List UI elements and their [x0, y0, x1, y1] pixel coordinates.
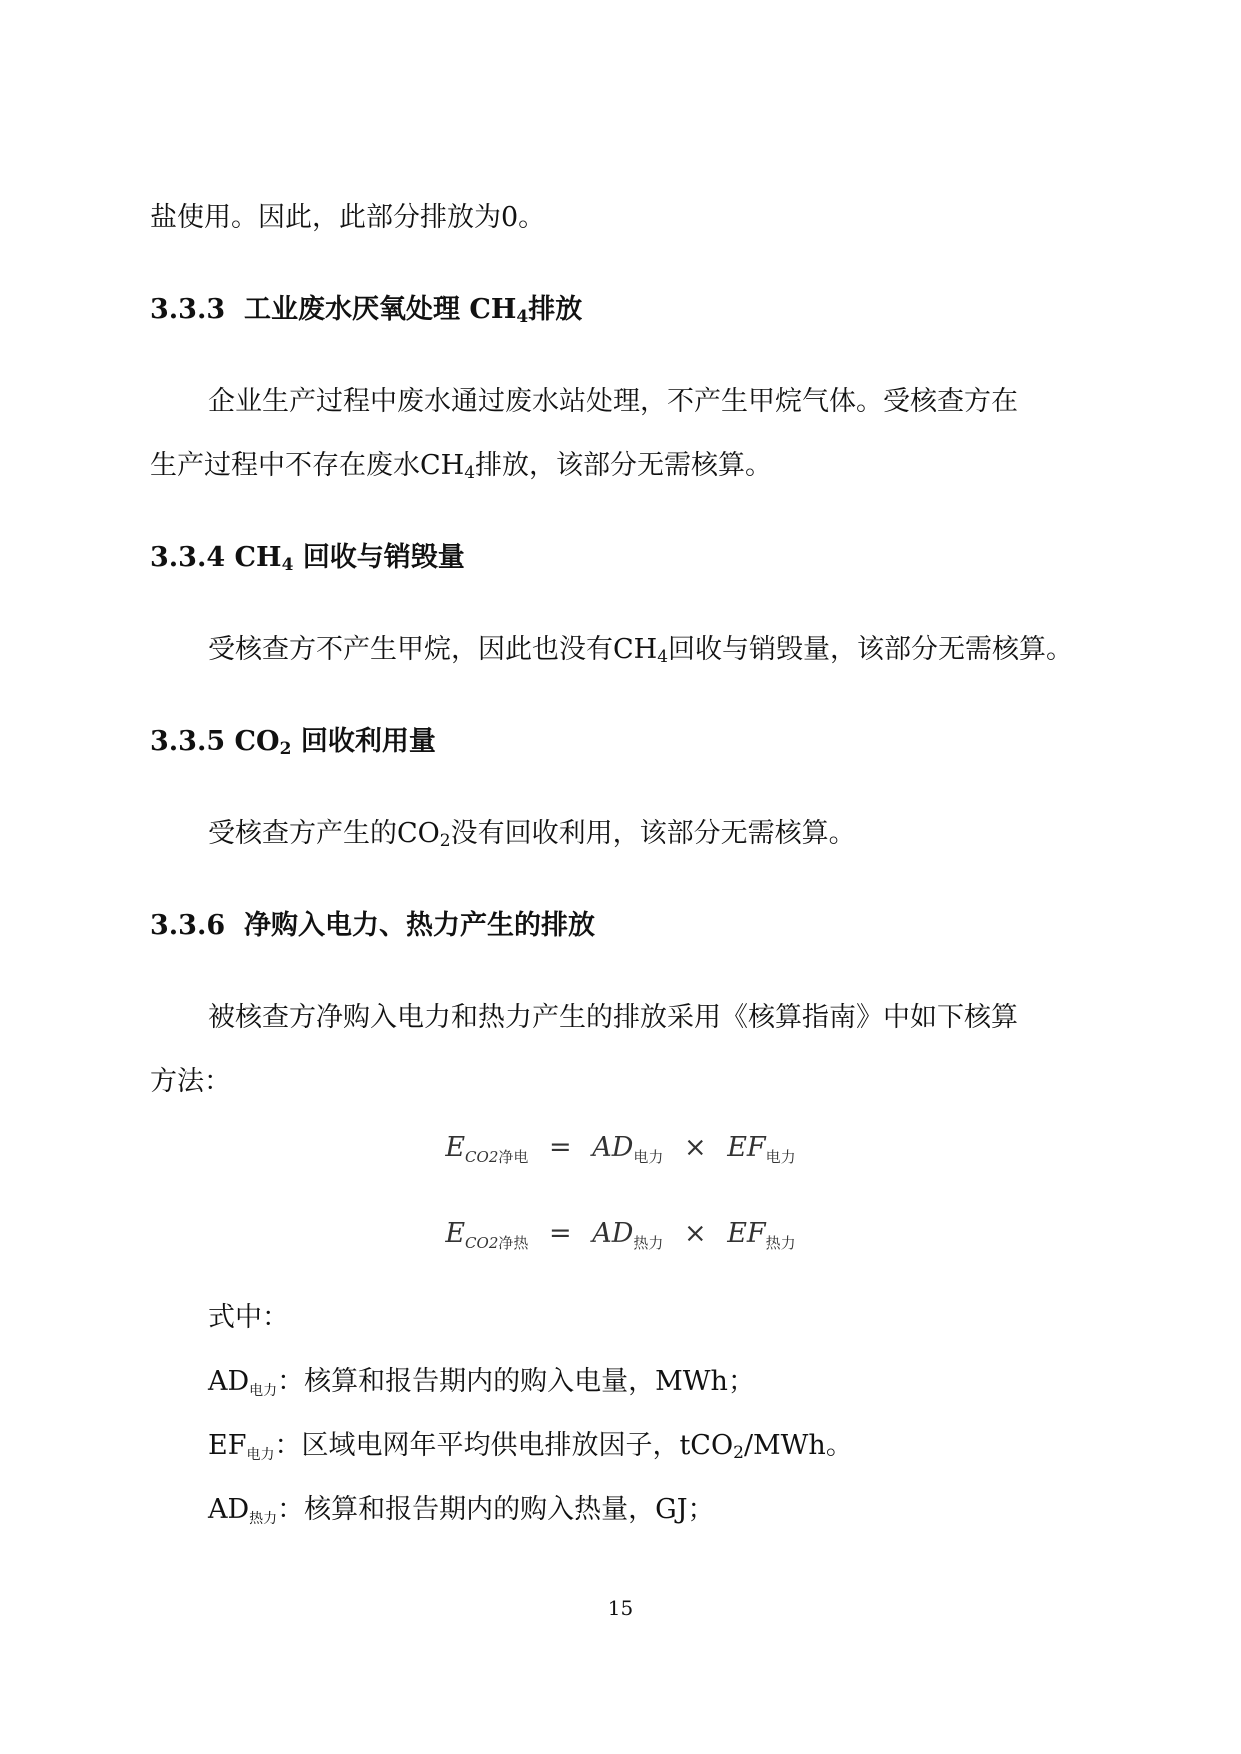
text-run: 受核查方不产生甲烷，因此也没有CH [208, 634, 658, 665]
formula-net-heat [0, 1218, 1241, 1252]
paragraph-line [208, 632, 1073, 668]
multiply-sign: × [683, 1132, 707, 1163]
subscript: 4 [657, 647, 669, 667]
text-run: 生产过程中不存在废水CH [150, 450, 465, 481]
definition-symbol: AD [208, 1494, 250, 1525]
formula-symbol: EF [727, 1132, 766, 1163]
paragraph-line: 被核查方净购入电力和热力产生的排放采用《核算指南》中如下核算 [208, 1002, 1018, 1033]
paragraph-line: 企业生产过程中废水通过废水站处理，不产生甲烷气体。受核查方在 [208, 386, 1018, 417]
definition-text: ：核算和报告期内的购入热量，GJ； [277, 1494, 715, 1525]
definition-ad-electricity [208, 1364, 755, 1400]
paragraph-carryover: 盐使用。因此，此部分排放为0。 [150, 202, 546, 233]
heading-3-3-3 [150, 292, 582, 328]
paragraph-line: 方法： [150, 1066, 231, 1097]
definition-subscript: 电力 [246, 1447, 275, 1463]
formula-net-electricity [0, 1132, 1241, 1166]
heading-subscript: 2 [279, 739, 292, 759]
paragraph-line [150, 448, 772, 484]
heading-number: 3.3.6 [150, 910, 226, 941]
paragraph-line [208, 816, 856, 852]
formula-subscript: 热力 [633, 1234, 664, 1252]
formula-subscript: CO2 [465, 1234, 499, 1252]
formula-symbol: E [445, 1218, 466, 1249]
definition-ad-heat [208, 1492, 715, 1528]
definition-text: ：区域电网年平均供电排放因子，tCO [274, 1430, 734, 1461]
text-run: 受核查方产生的CO [208, 818, 440, 849]
subscript: 2 [733, 1443, 744, 1463]
formula-subscript: 热力 [765, 1234, 796, 1252]
formula-subscript: 电力 [633, 1148, 664, 1166]
heading-title: 3.3.5 CO [150, 726, 280, 757]
definition-subscript: 电力 [249, 1383, 278, 1399]
heading-title: 净购入电力、热力产生的排放 [243, 910, 595, 941]
heading-3-3-6 [150, 908, 595, 944]
heading-subscript: 4 [281, 555, 294, 575]
definition-subscript: 热力 [249, 1511, 278, 1527]
heading-title: 工业废水厌氧处理 CH [243, 294, 517, 325]
text-run: 排放，该部分无需核算。 [475, 450, 773, 481]
heading-subscript: 4 [516, 307, 529, 327]
definition-text: ：核算和报告期内的购入电量，MWh； [277, 1366, 755, 1397]
equals-sign: = [548, 1132, 572, 1163]
subscript: 4 [464, 463, 476, 483]
page-number: 15 [607, 1596, 634, 1620]
formula-symbol: AD [592, 1132, 634, 1163]
multiply-sign: × [683, 1218, 707, 1249]
heading-3-3-5 [150, 724, 436, 760]
heading-title: 3.3.4 CH [150, 542, 282, 573]
definition-symbol: EF [208, 1430, 247, 1461]
definition-symbol: AD [208, 1366, 250, 1397]
where-label: 式中： [208, 1302, 289, 1333]
formula-subscript: 净热 [498, 1234, 529, 1252]
formula-subscript: 电力 [765, 1148, 796, 1166]
heading-title-end: 回收利用量 [300, 726, 436, 757]
formula-symbol: AD [592, 1218, 634, 1249]
subscript: 2 [439, 831, 451, 851]
formula-subscript: 净电 [498, 1148, 529, 1166]
text-run: 没有回收利用，该部分无需核算。 [450, 818, 856, 849]
equals-sign: = [548, 1218, 572, 1249]
formula-symbol: E [445, 1132, 466, 1163]
formula-symbol: EF [727, 1218, 766, 1249]
text-run: 回收与销毁量，该部分无需核算。 [668, 634, 1074, 665]
heading-3-3-4 [150, 540, 465, 576]
heading-title-end: 排放 [528, 294, 583, 325]
heading-number: 3.3.3 [150, 294, 226, 325]
definition-text: /MWh。 [743, 1430, 853, 1461]
definition-ef-electricity [208, 1428, 853, 1464]
heading-title-end: 回收与销毁量 [302, 542, 465, 573]
formula-subscript: CO2 [465, 1148, 499, 1166]
